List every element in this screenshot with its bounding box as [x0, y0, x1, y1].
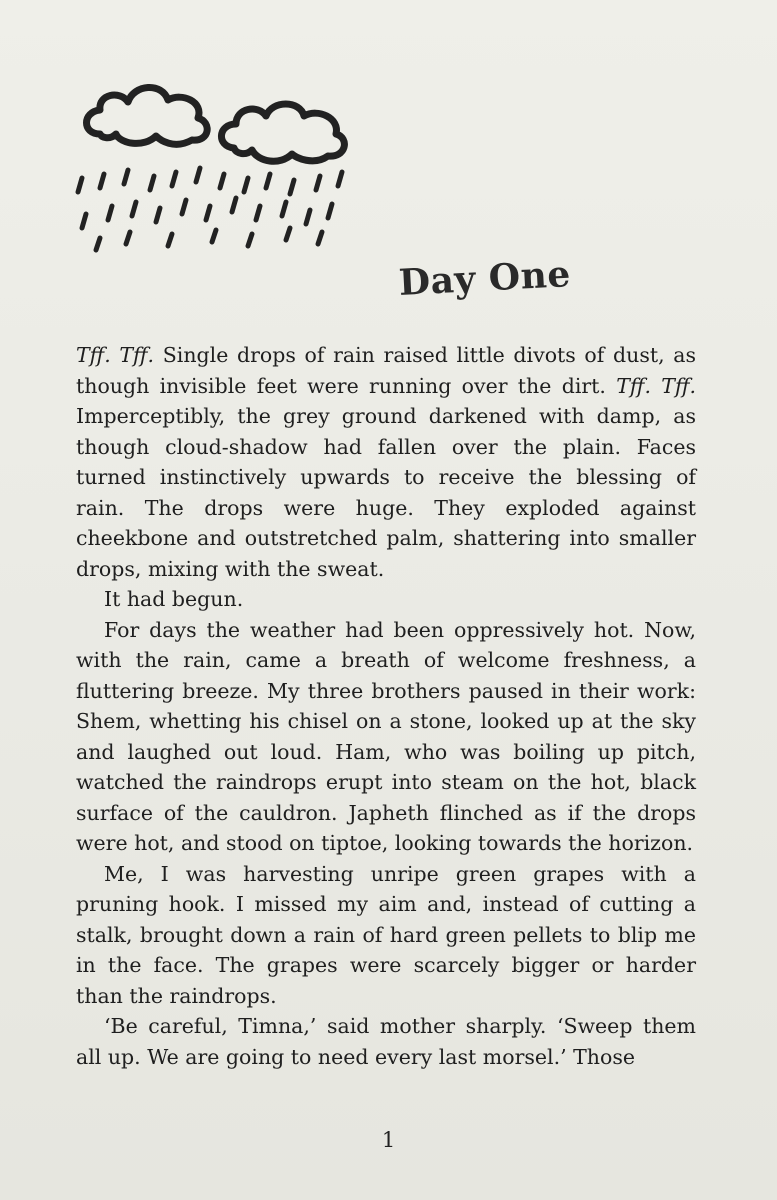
paragraph-1: [76, 340, 696, 584]
paragraph-text: Single drops of rain raised little divots of dust, as though invisible feet were running over the dirt.: [76, 343, 696, 398]
paragraph-4: Me, I was harvesting unripe green grapes with a pruning hook. I missed my aim and, instead of cutting a stalk, brought down a rain of hard green pellets to blip me in the face. The grapes were scarcely bigger or harder than the raindrops.: [76, 861, 696, 1008]
paragraph-3: For days the weather had been oppressively hot. Now, with the rain, came a breath of welcome freshness, a fluttering breeze. My three brothers paused in their work: Shem, whetting his chisel on a stone, looked up at the sky and laughed out loud. Ham, who was boiling up pitch, watched the raindrops erupt into steam on the hot, black surface of the cauldron. Japheth flinched as if the drops were hot, and stood on tiptoe, looking towards the horizon.: [76, 617, 696, 855]
paragraph-2: It had begun.: [104, 587, 244, 611]
paragraph-text: Imperceptibly, the grey ground darkened with damp, as though cloud-shadow had fallen over the plain. Faces turned instinctively upwards to receive the blessing of rain. The drops were huge. They exploded against cheekbone and outstretched palm, shattering into smaller drops, mixing with the sweat.: [76, 404, 696, 581]
rain-clouds-icon: [64, 78, 364, 258]
paragraph-5: ‘Be careful, Timna,’ said mother sharply. ‘Sweep them all up. We are going to need every last morsel.’ Those: [76, 1014, 696, 1069]
sound-effect: Tff. Tff.: [76, 343, 155, 367]
page-number: 1: [381, 1128, 396, 1152]
sound-effect: Tff. Tff.: [616, 373, 696, 398]
chapter-title: Day One: [397, 253, 572, 304]
chapter-body: [76, 340, 696, 1072]
